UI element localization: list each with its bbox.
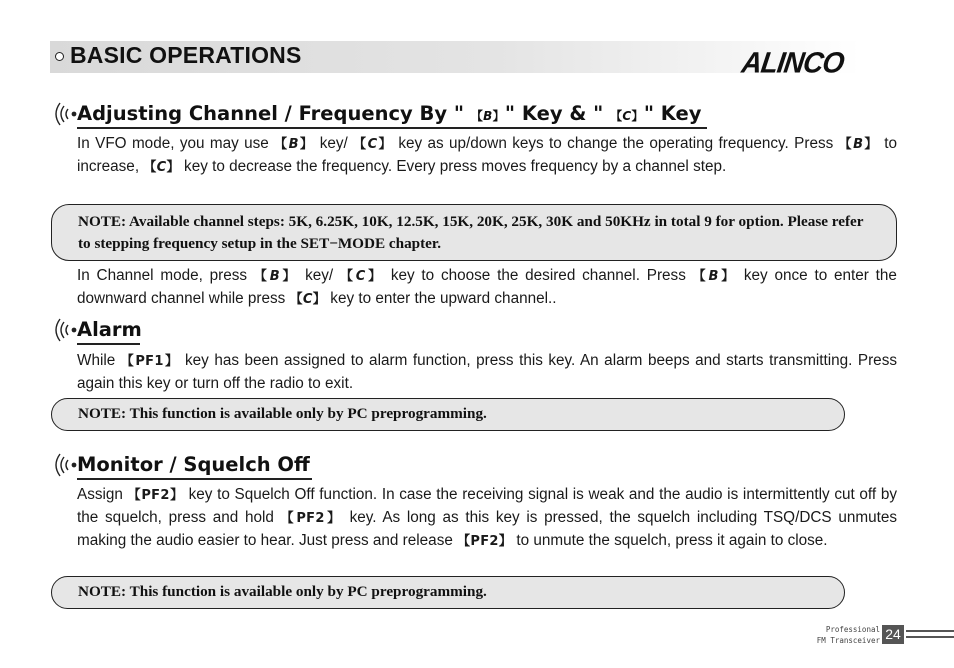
signal-waves-icon bbox=[50, 451, 78, 479]
footer-line-2: FM Transceiver bbox=[816, 636, 880, 645]
page-title: BASIC OPERATIONS bbox=[70, 42, 302, 68]
header-bullet-icon bbox=[55, 52, 64, 61]
footer-rule bbox=[906, 636, 954, 638]
note-monitor-pc-preprogramming: NOTE: This function is available only by PC preprogramming. bbox=[51, 576, 845, 609]
section-underline bbox=[77, 478, 312, 480]
paragraph-vfo-mode: In VFO mode, you may use 【B】 key/ 【C】 key as up/down keys to change the operating frequency. Press 【B】 to increase, 【C】 key to decrease the frequency. Every press moves frequency by a channel step. bbox=[77, 135, 897, 175]
section-underline bbox=[77, 343, 140, 345]
footer-product-label bbox=[808, 624, 880, 646]
note-channel-steps: NOTE: Available channel steps: 5K, 6.25K, 10K, 12.5K, 15K, 20K, 25K, 30K and 50KHz in total 9 for option. Please refer to stepping frequency setup in the SET−MODE chapter. bbox=[51, 204, 897, 261]
brand-logo: ALINCO bbox=[739, 46, 846, 79]
paragraph-alarm: While 【PF1】 key has been assigned to alarm function, press this key. An alarm beeps and starts transmitting. Press again this key or turn off the radio to exit. bbox=[77, 352, 897, 392]
section-title-adjusting-channel: Adjusting Channel / Frequency By " 【B】" Key & " 【C】" Key bbox=[77, 102, 702, 125]
section-title-monitor-squelch-off: Monitor / Squelch Off bbox=[77, 453, 310, 476]
signal-waves-icon bbox=[50, 100, 78, 128]
footer-rule bbox=[906, 630, 954, 632]
note-alarm-pc-preprogramming: NOTE: This function is available only by PC preprogramming. bbox=[51, 398, 845, 431]
section-title-alarm: Alarm bbox=[77, 318, 142, 341]
footer-line-1: Professional bbox=[825, 625, 880, 634]
signal-waves-icon bbox=[50, 316, 78, 344]
page-number: 24 bbox=[882, 625, 904, 644]
paragraph-monitor-squelch: Assign 【PF2】 key to Squelch Off function. In case the receiving signal is weak and the audio is intermittently cut off by the squelch, press and hold 【PF2】 key. As long as this key is pressed, the squelch including TSQ/DCS unmutes making the audio easier to hear. Just press and release 【PF2】 to unmute the squelch, press it again to close. bbox=[77, 486, 897, 549]
section-underline bbox=[77, 127, 707, 129]
paragraph-channel-mode: In Channel mode, press 【B】 key/ 【C】 key to choose the desired channel. Press 【B】 key once to enter the downward channel while press 【C】 key to enter the upward channel.. bbox=[77, 267, 897, 307]
